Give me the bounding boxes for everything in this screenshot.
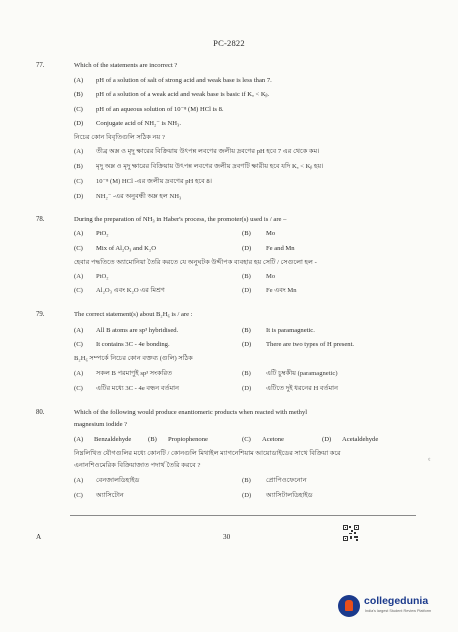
option-label: (A): [74, 327, 84, 334]
option-label: (D): [242, 245, 252, 252]
option-text: মৃদু অম্ল ও মৃদু ক্ষারের বিক্রিয়ায় উৎপন্ন লবণের জলীয় দ্রবণটি ক্ষারীয় হবে যদি Kₐ < Kᵦ হয়।: [96, 163, 324, 170]
option-label: (B): [242, 477, 251, 484]
option-text: অ্যাসিটোন: [96, 492, 124, 499]
question-stem-bn: নিম্নলিখিত যৌগগুলির মধ্যে কোনটি / কোনগুলি মিথাইল ম্যাগনেশিয়াম আয়োডাইডের সাথে বিক্রিয়া করে: [74, 450, 341, 457]
option-label: (B): [242, 370, 251, 377]
collegedunia-logo: [338, 595, 448, 621]
option-label: (B): [242, 327, 251, 334]
option-label: (B): [74, 91, 83, 98]
option-text: Propiophenone: [168, 436, 208, 443]
collegedunia-mark-icon: [338, 595, 360, 617]
option-label: (B): [148, 436, 157, 443]
option-text: এটিতে দুই ধরনের H বর্তমান: [266, 385, 339, 392]
option-text: Conjugate acid of NH₂⁻ is NH₃.: [96, 120, 181, 127]
question-number: 77.: [36, 62, 45, 69]
option-label: (A): [74, 77, 84, 84]
option-label: (D): [242, 492, 252, 499]
option-text: There are two types of H present.: [266, 341, 355, 348]
option-text: Acetaldehyde: [342, 436, 379, 443]
option-text: All B atoms are sp³ hybridised.: [96, 327, 179, 334]
logo-tagline: India's largest Student Review Platform: [365, 609, 432, 613]
option-text: pH of a solution of salt of strong acid and weak base is less than 7.: [96, 77, 272, 84]
question-number: 80.: [36, 409, 45, 416]
option-text: NH₂⁻ -এর অনুবন্ধী অম্ল হল NH₃: [96, 193, 182, 200]
qr-code-icon: [343, 525, 359, 541]
option-text: এটির মধ্যে 3C - 4e বন্ধন বর্তমান: [96, 385, 179, 392]
option-label: (D): [242, 385, 252, 392]
option-text: pH of a solution of a weak acid and weak base is basic if Kₐ < Kᵦ.: [96, 91, 270, 98]
option-label: (D): [74, 193, 84, 200]
option-label: (B): [242, 230, 251, 237]
option-label: (A): [74, 273, 84, 280]
margin-mark: ¢: [428, 458, 431, 463]
option-label: (D): [242, 341, 252, 348]
option-label: (C): [242, 436, 251, 443]
option-label: (C): [74, 245, 83, 252]
option-text: Al₂O₃ এবং K₂O এর মিশ্রণ: [96, 287, 165, 294]
option-text: PtO₂: [96, 273, 109, 280]
option-text: Benzaldehyde: [94, 436, 132, 443]
option-label: (D): [242, 287, 252, 294]
option-text: 10⁻⁸ (M) HCl -এর জলীয় দ্রবণের pH হবে 8।: [96, 178, 213, 185]
option-text: বেনজালডিহাইড: [96, 477, 140, 484]
option-text: প্রোপিওফেনোন: [266, 477, 307, 484]
option-text: Acetone: [262, 436, 284, 443]
option-text: Mo: [266, 230, 276, 237]
option-label: (C): [74, 385, 83, 392]
option-text: Mix of Al₂O₃ and K₂O: [96, 245, 157, 252]
option-label: (D): [322, 436, 332, 443]
option-label: (B): [74, 163, 83, 170]
option-label: (C): [74, 492, 83, 499]
page-number: 30: [223, 533, 231, 541]
question-number: 79.: [36, 311, 45, 318]
option-label: (A): [74, 148, 84, 155]
option-text: এটি চুম্বকীয় (paramagnetic): [266, 370, 338, 377]
question-stem-bn-cont: এনানশিওমেরিক বিক্রিয়াজাত পদার্থ তৈরি করবে ?: [74, 462, 201, 469]
option-text: PtO₂: [96, 230, 109, 237]
option-label: (A): [74, 370, 84, 377]
option-text: অ্যাসিটালডিহাইড: [266, 492, 313, 499]
option-text: Fe এবং Mn: [266, 287, 297, 294]
question-stem-en: Which of the following would produce enantiomeric products when reacted with methyl: [74, 409, 308, 416]
question-stem-bn: হেবার পদ্ধতিতে অ্যামোনিয়া তৈরি করতে যে অনুঘটক উদ্দীপক ব্যবহার হয় সেটি / সেগুলো হল -: [74, 259, 317, 266]
option-label: (B): [242, 273, 251, 280]
option-text: Mo: [266, 273, 276, 280]
footer-divider: [70, 515, 416, 516]
option-text: সকল B পরমাণুই sp³ সংকরিত: [96, 370, 173, 377]
question-stem-en: During the preparation of NH₃ in Haber's process, the promoter(s) used is / are –: [74, 216, 287, 223]
option-text: It is paramagnetic.: [266, 327, 315, 334]
question-stem-bn: B₂H₆ সম্পর্কে নিচের কোন বক্তব্য (গুলি) সঠিক: [74, 355, 193, 362]
question-stem-en: Which of the statements are incorrect ?: [74, 62, 178, 69]
option-label: (C): [74, 106, 83, 113]
logo-brand-text: collegedunia: [364, 595, 429, 607]
option-label: (C): [74, 341, 83, 348]
option-label: (A): [74, 477, 84, 484]
option-text: Fe and Mn: [266, 245, 295, 252]
question-stem-bn: নিচের কোন বিবৃতিগুলি সঠিক নয় ?: [74, 134, 165, 141]
option-text: pH of an aqueous solution of 10⁻⁸ (M) HCl is 8.: [96, 106, 224, 113]
option-label: (D): [74, 120, 84, 127]
paper-code: PC-2822: [213, 38, 245, 48]
option-label: (C): [74, 178, 83, 185]
option-label: (C): [74, 287, 83, 294]
option-text: It contains 3C - 4e bonding.: [96, 341, 170, 348]
question-number: 78.: [36, 216, 45, 223]
option-label: (A): [74, 436, 84, 443]
option-label: (A): [74, 230, 84, 237]
series-code: A: [36, 533, 42, 541]
question-stem-en: The correct statement(s) about B₂H₆ is / are :: [74, 311, 193, 318]
question-stem-en-cont: magnesium iodide ?: [74, 421, 128, 428]
option-text: তীব্র অম্ল ও মৃদু ক্ষারের বিক্রিয়ায় উৎপন্ন লবণের জলীয় দ্রবণের pH হবে 7 এর থেকে কম।: [96, 148, 320, 155]
